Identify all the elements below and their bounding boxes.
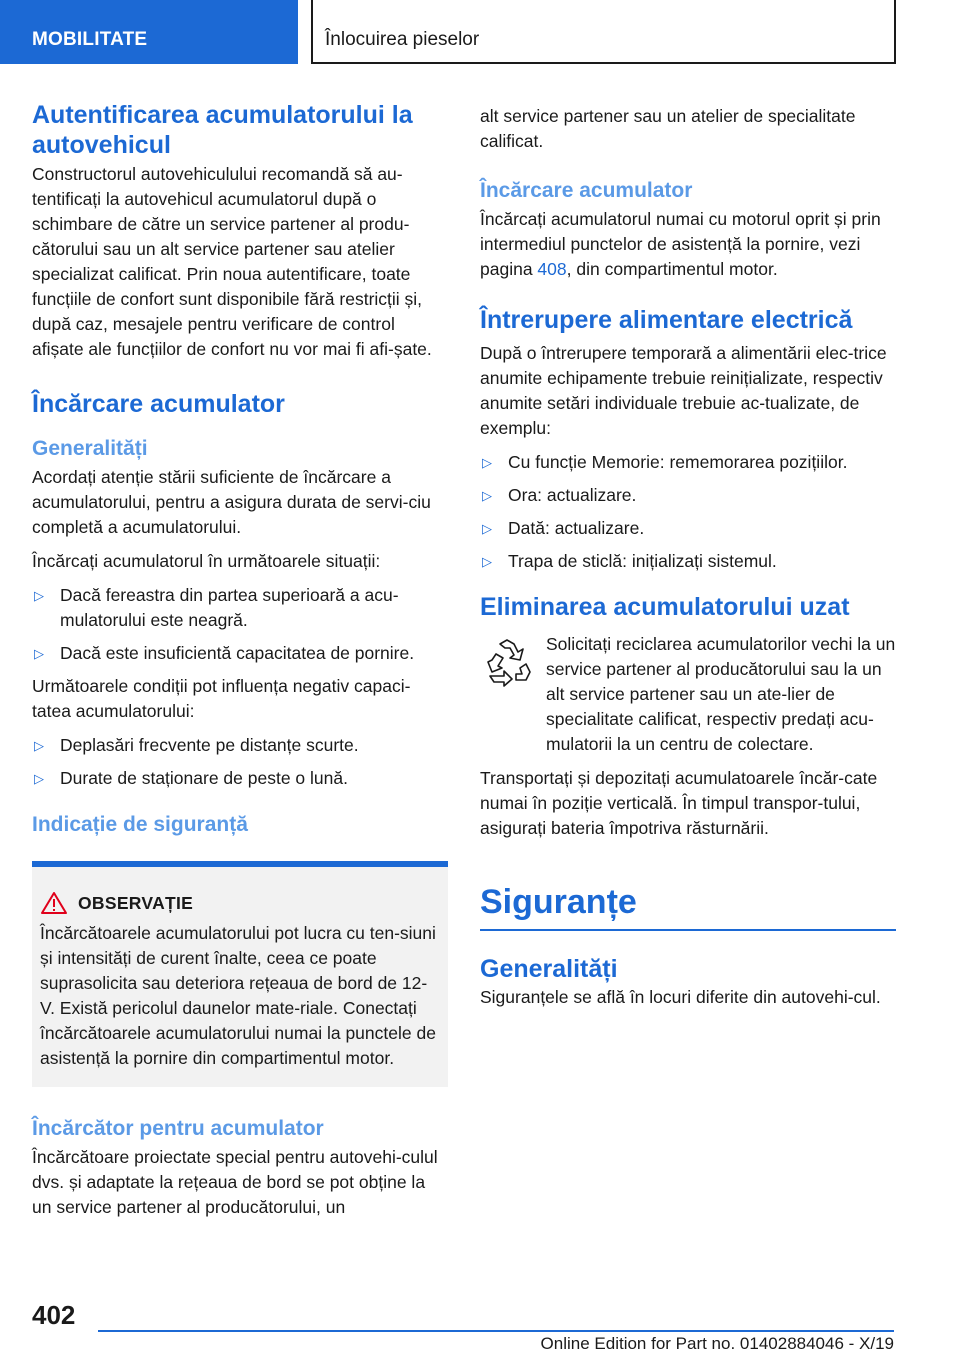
list-item: ▷ Ora: actualizare.: [480, 483, 896, 508]
conditions-paragraph: Următoarele condiții pot influența negativ capaci-tatea acumulatorului:: [32, 676, 411, 721]
bullet-triangle-icon: ▷: [34, 646, 44, 661]
power-heading: Întrerupere alimentare electrică: [480, 306, 853, 334]
auth-paragraph: Constructorul autovehiculului recomandă să au-tentificați la autovehicul acumulatorul după o schimbare de către un service partener al produ-cătorului sau un alt service partener sau atelier specializat calificat. Prin noua autentificare, toate funcțiile de confort sunt disponibile fără restricții și, după caz, mesajele pentru verificare de control afișate ale funcțiilor de confort nu vor mai fi afi-șate.: [32, 164, 432, 359]
conditions-list: [32, 733, 448, 791]
list-item: ▷ Dacă fereastra din partea superioară a acu-mulatorului este neagră.: [34, 585, 399, 630]
bullet-triangle-icon: ▷: [34, 738, 44, 753]
section-tab: MOBILITATE: [0, 0, 298, 64]
list-item: ▷ Deplasări frecvente pe distanțe scurte.: [32, 733, 448, 758]
fuses-general-heading: Generalități: [480, 955, 618, 983]
auth-heading: Autentificarea acumulatorului la autovehicul: [32, 101, 413, 159]
fuses-paragraph: Siguranțele se află în locuri diferite din autovehi-cul.: [480, 987, 881, 1007]
charger-heading: Încărcător pentru acumulator: [32, 1117, 324, 1140]
page-number: 402: [32, 1300, 76, 1330]
situations-list: [32, 583, 448, 666]
general-paragraph-1: Acordați atenție stării suficiente de încărcare a acumulatorului, pentru a asigura durata de servi-ciu completă a acumulatorului.: [32, 467, 431, 537]
bullet-triangle-icon: ▷: [482, 554, 492, 569]
power-list: [480, 450, 896, 574]
page-reference-link[interactable]: 408: [537, 259, 567, 279]
right-column: [480, 104, 896, 1019]
warning-title: OBSERVAȚIE: [78, 892, 194, 913]
list-item: ▷ Durate de staționare de peste o lună.: [32, 766, 448, 791]
edition-footer: Online Edition for Part no. 01402884046 - X/19: [540, 1334, 894, 1353]
general-heading: Generalități: [32, 437, 148, 460]
list-item: ▷ Cu funcție Memorie: rememorarea pozițiilor.: [480, 450, 896, 475]
list-item: ▷ Dacă este insuficientă capacitatea de pornire.: [32, 641, 448, 666]
bullet-triangle-icon: ▷: [34, 588, 44, 603]
power-paragraph: După o întrerupere temporară a alimentării elec-trice anumite echipamente trebuie reinițializate, respectiv anumite setări individuale trebuie ac-tualizate, de exemplu:: [480, 343, 887, 438]
warning-text: Încărcătoarele acumulatorului pot lucra cu ten-siuni și intensități de curent înalte, ceea ce poate suprasolicita sau deteriora rețeaua de bord de 12-V. Există pericolul daunelor mate-riale. Conectați încărcătoarele acumulatorului numai la punctele de asistență la pornire din compartimentul motor.: [40, 923, 436, 1068]
bullet-triangle-icon: ▷: [482, 455, 492, 470]
disposal-block: [480, 632, 896, 757]
page-header: [0, 0, 960, 66]
warning-header: [40, 891, 440, 915]
disposal-paragraph: Solicitați reciclarea acumulatorilor vechi la un service partener al producătorului sau la un alt service partener sau un ate-lier de specialitate calificat, respectiv predați acu-mulatorii la un centru de colectare.: [546, 634, 896, 754]
footer-divider: [98, 1330, 894, 1332]
disposal-heading: Eliminarea acumulatorului uzat: [480, 593, 850, 621]
warning-box: [32, 861, 448, 1087]
warning-triangle-icon: [40, 891, 68, 915]
charger-continuation: alt service partener sau un atelier de specialitate calificat.: [480, 106, 856, 151]
transport-paragraph: Transportați și depozitați acumulatoarele încăr-cate numai în poziție verticală. În timpul transpor-tului, asigurați bateria împotriva răsturnării.: [480, 768, 878, 838]
chapter-title: Înlocuirea pieselor: [311, 0, 896, 64]
safety-heading: Indicație de siguranță: [32, 813, 248, 836]
fuses-chapter-heading: Siguranțe: [480, 881, 896, 931]
general-paragraph-2: Încărcați acumulatorul în următoarele situații:: [32, 551, 381, 571]
list-item: ▷ Dată: actualizare.: [480, 516, 896, 541]
charging-subheading: Încărcare acumulator: [480, 179, 693, 202]
recycle-icon: [480, 636, 534, 690]
list-item: ▷ Trapa de sticlă: inițializați sistemul.: [480, 549, 896, 574]
bullet-triangle-icon: ▷: [482, 521, 492, 536]
bullet-triangle-icon: ▷: [482, 488, 492, 503]
bullet-triangle-icon: ▷: [34, 771, 44, 786]
left-column: [32, 100, 448, 1229]
charging-paragraph: Încărcați acumulatorul numai cu motorul oprit și prin intermediul punctelor de asistență la pornire, vezi pagina 408, din compartimentul motor.: [480, 209, 881, 279]
charging-heading: Încărcare acumulator: [32, 390, 285, 418]
charger-paragraph: Încărcătoare proiectate special pentru autovehi-culul dvs. și adaptate la rețeaua de bord se pot obține la un service partener al producătorului, un: [32, 1147, 438, 1217]
